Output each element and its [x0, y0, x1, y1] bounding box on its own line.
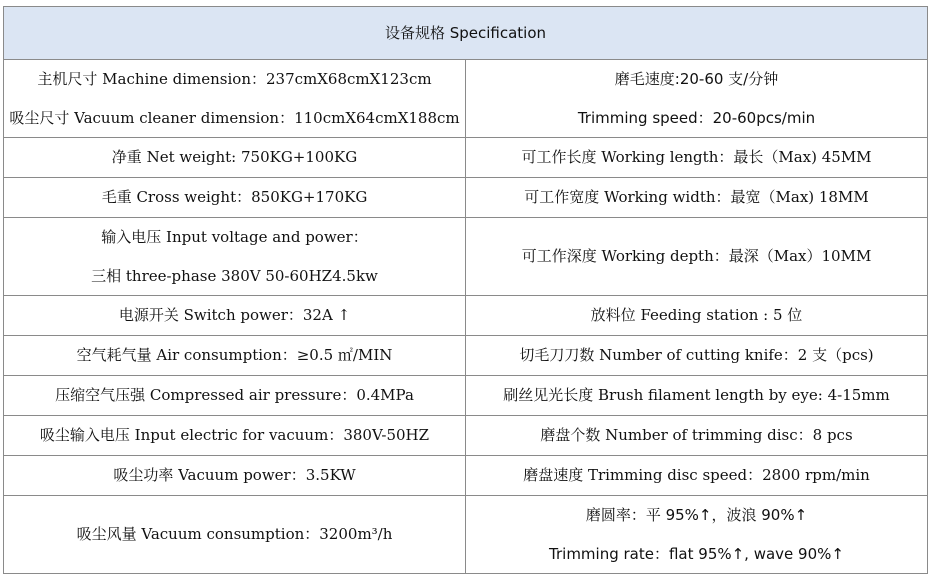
- spec-cell-right: [466, 60, 928, 138]
- table-row: [4, 138, 928, 178]
- table-row: [4, 376, 928, 416]
- title-row: [4, 7, 928, 60]
- table-row: [4, 178, 928, 218]
- spec-cell-left: 压缩空气压强 Compressed air pressure：0.4MPa: [4, 376, 466, 416]
- spec-text: 磨圆率：平 95%↑，波浪 90%↑: [585, 505, 808, 524]
- spec-cell-right: 放料位 Feeding station : 5 位: [466, 296, 928, 336]
- spec-text: 吸尘尺寸 Vacuum cleaner dimension：110cmX64cmX188cm: [9, 108, 460, 127]
- spec-cell-left: [4, 218, 466, 296]
- spec-cell-right: 切毛刀刀数 Number of cutting knife：2 支（pcs): [466, 336, 928, 376]
- spec-text: Trimming speed：20-60pcs/min: [577, 108, 816, 127]
- table-row: [4, 336, 928, 376]
- spec-cell-left: 净重 Net weight: 750KG+100KG: [4, 138, 466, 178]
- spec-cell-left: 空气耗气量 Air consumption：≥0.5 ㎡/MIN: [4, 336, 466, 376]
- spec-text: 输入电压 Input voltage and power：: [101, 227, 368, 246]
- spec-cell-left: 吸尘输入电压 Input electric for vacuum：380V-50HZ: [4, 416, 466, 456]
- spec-cell-left: 电源开关 Switch power：32A ↑: [4, 296, 466, 336]
- spec-cell-right: 磨盘速度 Trimming disc speed：2800 rpm/min: [466, 456, 928, 496]
- table-row: [4, 456, 928, 496]
- table-row: [4, 60, 928, 138]
- spec-cell-right: 可工作宽度 Working width：最宽（Max) 18MM: [466, 178, 928, 218]
- spec-text: 主机尺寸 Machine dimension：237cmX68cmX123cm: [37, 69, 432, 88]
- spec-cell-right: 可工作长度 Working length：最长（Max) 45MM: [466, 138, 928, 178]
- table-row: [4, 416, 928, 456]
- spec-cell-left: 毛重 Cross weight：850KG+170KG: [4, 178, 466, 218]
- table-row: [4, 218, 928, 296]
- spec-cell-left: [4, 60, 466, 138]
- table-row: [4, 296, 928, 336]
- spec-cell-right: 磨盘个数 Number of trimming disc：8 pcs: [466, 416, 928, 456]
- spec-cell-right: 刷丝见光长度 Brush filament length by eye: 4-15mm: [466, 376, 928, 416]
- spec-cell-left: 吸尘风量 Vacuum consumption：3200m³/h: [4, 496, 466, 574]
- spec-cell-right: [466, 496, 928, 574]
- spec-cell-right: 可工作深度 Working depth：最深（Max）10MM: [466, 218, 928, 296]
- spec-text: Trimming rate：flat 95%↑, wave 90%↑: [549, 544, 844, 563]
- table-row: [4, 496, 928, 574]
- spec-text: 磨毛速度:20-60 支/分钟: [614, 69, 779, 88]
- specification-table: [3, 6, 928, 574]
- table-title: 设备规格 Specification: [4, 7, 928, 60]
- spec-text: 三相 three-phase 380V 50-60HZ4.5kw: [91, 266, 378, 285]
- spec-cell-left: 吸尘功率 Vacuum power：3.5KW: [4, 456, 466, 496]
